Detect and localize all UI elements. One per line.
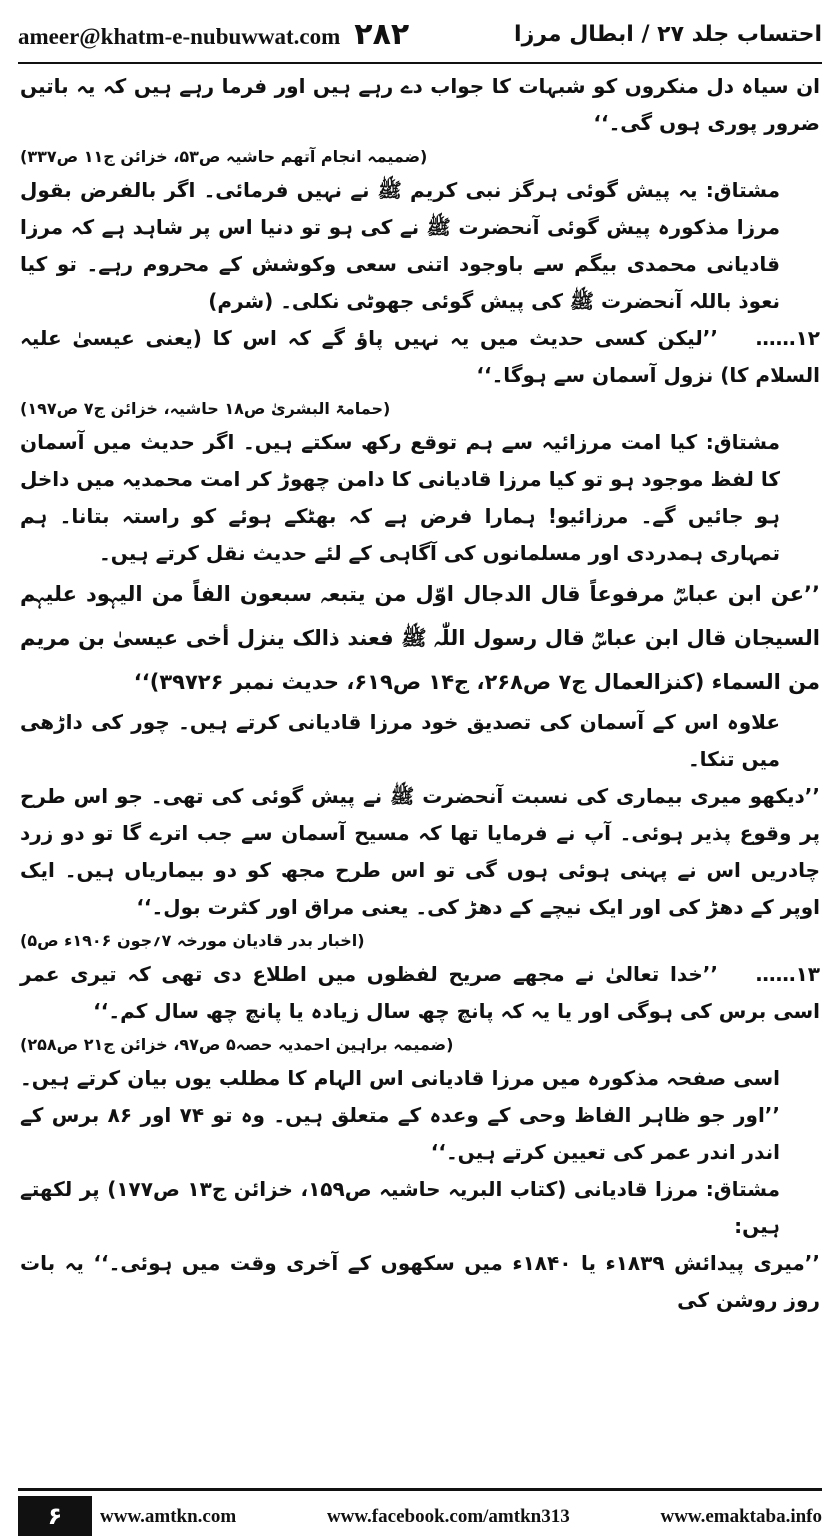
item-number: ۱۲…… (755, 326, 820, 350)
paragraph: علاوہ اس کے آسمان کی تصدیق خود مرزا قادیانی کرتے ہیں۔ چور کی داڑھی میں تنکا۔ (20, 710, 780, 771)
paragraph: مشتاق: یہ پیش گوئی ہرگز نبی کریم ﷺ نے نہیں فرمائی۔ اگر بالفرض بقول مرزا مذکورہ پیش گوئی آنحضرت ﷺ نے کی ہو تو دنیا اس پر شاہد ہے کہ مرزا قادیانی محمدی بیگم سے باوجود اتنی سعی وکوشش کے محروم رہے۔ تو کیا نعوذ باللہ آنحضرت ﷺ کی پیش گوئی جھوٹی نکلی۔ (شرم) (20, 178, 780, 313)
page-footer (0, 1488, 840, 1540)
paragraph: مشتاق: کیا امت مرزائیہ سے ہم توقع رکھ سکتے ہیں۔ اگر حدیث میں آسمان کا لفظ موجود ہو تو کیا مرزا قادیانی کا دامن چھوڑ کر امت محمدیہ میں داخل ہو جائیں گے۔ مرزائیو! ہمارا فرض ہے کہ بھٹکے ہوئے کو راستہ بتانا۔ ہم تمہاری ہمدردی اور مسلمانوں کی آگاہی کے لئے حدیث نقل کرتے ہیں۔ (20, 430, 780, 565)
header-book-title: احتساب جلد ۲۷ / ابطال مرزا (514, 21, 822, 47)
paragraph: مشتاق: مرزا قادیانی (کتاب البریہ حاشیہ ص۱۵۹، خزائن ج۱۳ ص۱۷۷) پر لکھتے ہیں: (20, 1177, 781, 1238)
footer-rule (18, 1488, 822, 1491)
reference: (حمامۃ البشریٰ ص۱۸ حاشیہ، خزائن ج۷ ص۱۹۷) (20, 399, 391, 418)
page-header (18, 14, 822, 54)
quote-text: ’’لیکن کسی حدیث میں یہ نہیں پاؤ گے کہ اس کا (یعنی عیسیٰ علیہ السلام کا) نزول آسمان سے ہوگا۔‘‘ (20, 326, 820, 387)
paragraph-numbered (20, 320, 820, 394)
item-number: ۱۳…… (755, 962, 820, 986)
reference: (اخبار بدر قادیان مورخہ ۷؍جون ۱۹۰۶ء ص۵) (20, 931, 365, 950)
reference: (ضمیمہ براہین احمدیہ حصہ۵ ص۹۷، خزائن ج۲۱ ص۲۵۸) (20, 1035, 454, 1054)
footer-links (100, 1500, 822, 1534)
paragraph-numbered (20, 956, 820, 1030)
footer-link[interactable]: www.amtkn.com (100, 1506, 237, 1527)
paragraph: اسی صفحہ مذکورہ میں مرزا قادیانی اس الہام کا مطلب یوں بیان کرتے ہیں۔ ’’اور جو ظاہر الفاظ وحی کے وعدہ کے متعلق ہیں۔ وہ تو ۷۴ اور ۸۶ برس کے اندر اندر عمر کی تعیین کرتے ہیں۔‘‘ (20, 1066, 780, 1164)
hadith-quote: ’’عن ابن عباسؓ مرفوعاً قال الدجال اوّل من یتبعہ سبعون الفاً من الیہود علیہم السیجان قال ابن عباسؓ قال رسول اللّٰہ ﷺ فعند ذالک ینزل أخی عیسیٰ بن مریم من السماء (کنزالعمال ج۷ ص۲۶۸، ج۱۴ ص۶۱۹، حدیث نمبر ۳۹۷۲۶)‘‘ (20, 582, 820, 694)
header-left (18, 17, 409, 52)
paragraph: ان سیاہ دل منکروں کو شبہات کا جواب دے رہے ہیں اور فرما رہے ہیں کہ یہ باتیں ضرور پوری ہوں گی۔‘‘ (20, 74, 820, 135)
footer-page-number: ۶ (18, 1496, 92, 1536)
paragraph: ’’دیکھو میری بیماری کی نسبت آنحضرت ﷺ نے پیش گوئی کی تھی۔ جو اس طرح پر وقوع پذیر ہوئی۔ آپ نے فرمایا تھا کہ مسیح آسمان سے جب اترے گا تو دو زرد چادریں اس نے پہنی ہوئی ہوں گی تو اس طرح مجھ کو دو بیماریاں ہیں۔ ایک اوپر کے دھڑ کی اور ایک نیچے کے دھڑ کی۔ یعنی مراق اور کثرت بول۔‘‘ (20, 784, 820, 919)
header-email: ameer@khatm-e-nubuwwat.com (18, 23, 341, 49)
paragraph: ’’میری پیدائش ۱۸۳۹ء یا ۱۸۴۰ء میں سکھوں کے آخری وقت میں ہوئی۔‘‘ یہ بات روز روشن کی (20, 1251, 820, 1312)
reference: (ضمیمہ انجام آتھم حاشیہ ص۵۳، خزائن ج۱۱ ص۳۳۷) (20, 147, 428, 166)
quote-text: ’’خدا تعالیٰ نے مجھے صریح لفظوں میں اطلاع دی تھی کہ تیری عمر اسی برس کی ہوگی اور یا یہ کہ پانچ چھ سال زیادہ یا پانچ چھ سال کم۔‘‘ (20, 962, 820, 1023)
header-page-number: ۲۸۲ (354, 16, 410, 52)
header-rule (18, 62, 822, 64)
page-body (20, 68, 820, 1319)
footer-link[interactable]: www.facebook.com/amtkn313 (326, 1506, 570, 1527)
footer-link[interactable]: www.emaktaba.info (660, 1506, 822, 1527)
